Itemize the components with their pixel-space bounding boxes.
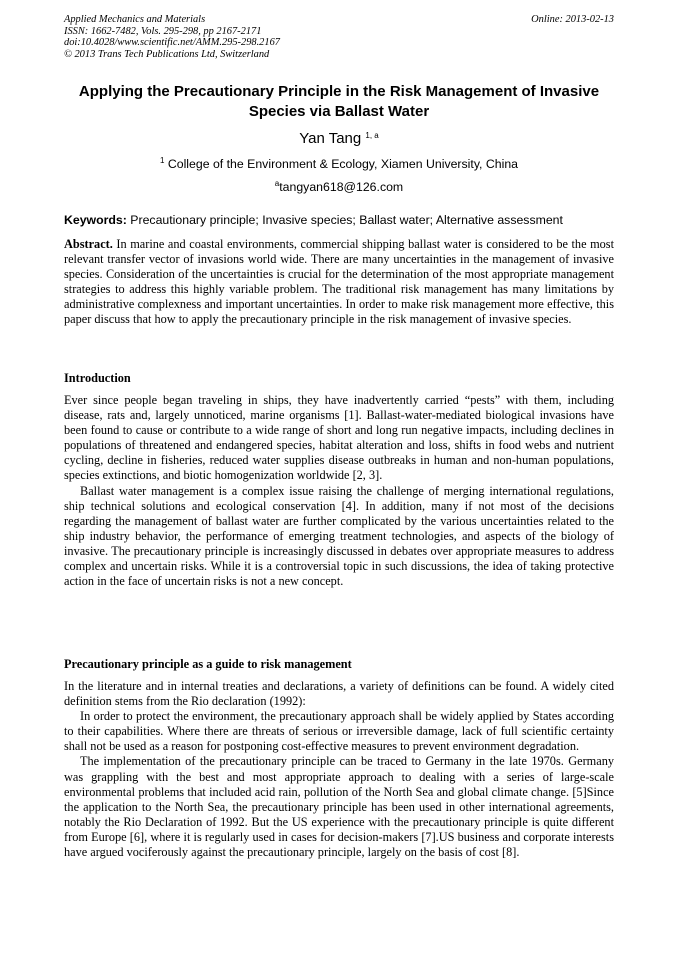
journal-meta (64, 14, 280, 60)
affiliation-text: College of the Environment & Ecology, Xiamen University, China (167, 157, 519, 171)
affiliation-line (0, 157, 678, 171)
paper-title: Applying the Precautionary Principle in the Risk Management of Invasive Species via Ballast Water (78, 83, 600, 120)
section-paragraph-3: The implementation of the precautionary principle can be traced to Germany in the late 1970s. Germany was grappling with the best and most appropriate approach to dealing with a series of large-scale environmental problems that included acid rain, pollution of the North Sea and global climate change. [5]Since the application to the North Sea, the precautionary principle has been used in other international agreements, notably the Rio Declaration of 1992. But the US experience with the precautionary principle is quite different from Europe [6], where it is regularly used in cases for decision-makers [7].US business and corporate interests have argued vociferously against the precautionary principle, largely on the basis of cost [8]. (64, 754, 614, 860)
keywords-text: Precautionary principle; Invasive species; Ballast water; Alternative assessment (130, 213, 563, 227)
copyright-line: © 2013 Trans Tech Publications Ltd, Switzerland (64, 48, 270, 60)
doi-line[interactable]: doi:10.4028/www.scientific.net/AMM.295-298.2167 (64, 37, 280, 49)
email-line (0, 180, 678, 194)
abstract-label: Abstract. (64, 237, 113, 251)
affiliation-mark: 1 (159, 156, 165, 165)
introduction-heading: Introduction (64, 371, 131, 385)
issn-line: ISSN: 1662-7482, Vols. 295-298, pp 2167-2171 (64, 25, 262, 37)
section-paragraph-1: In the literature and in internal treaties and declarations, a variety of definitions can be found. A widely cited definition stems from the Rio declaration (1992): (64, 679, 614, 709)
email-address[interactable]: tangyan618@126.com (279, 180, 404, 194)
introduction-paragraph-2: Ballast water management is a complex issue raising the challenge of merging international regulations, ship technical solutions and ecological conservation [4]. In addition, many if not most of the decisions regarding the management of ballast water are further complicated by the various uncertainties related to the ship industry behavior, the performance of emerging treatment technologies, and aspects of the biology of invasive. The precautionary principle is increasingly discussed in debates over appropriate measures to address complex and uncertain risks. While it is a controversial topic in such discussions, the idea of taking protective action in the face of uncertain risks is not a new concept. (64, 483, 614, 589)
section-heading-precautionary: Precautionary principle as a guide to risk management (64, 657, 352, 671)
journal-name: Applied Mechanics and Materials (64, 14, 206, 25)
abstract-block (64, 237, 614, 328)
keywords-label: Keywords: (64, 213, 127, 227)
keywords-line (64, 213, 616, 227)
online-date: Online: 2013-02-13 (531, 14, 614, 25)
introduction-body (64, 393, 614, 589)
section-body-precautionary (64, 679, 614, 860)
author-marks: 1, a (365, 131, 379, 140)
introduction-paragraph-1: Ever since people began traveling in ships, they have inadvertently carried “pests” with them, including disease, rats and, largely unnoticed, marine organisms [1]. Ballast-water-mediated biological invasions have been found to cause or contribute to a wide range of short and long run negative impacts, including declines in populations of threatened and endangered species, habitat alteration and loss, shifts in food webs and nutrient cycling, decline in fisheries, reduced water supplies disease outbreaks in human and non-human populations, species extinctions, and biotic homogenization worldwide [2, 3]. (64, 393, 614, 483)
section-paragraph-2: In order to protect the environment, the precautionary approach shall be widely applied by States according to their capabilities. Where there are threats of serious or irreversible damage, lack of full scientific certainty shall not be used as a reason for postponing cost-effective measures to prevent environment degradation. (64, 709, 614, 754)
abstract-text: In marine and coastal environments, commercial shipping ballast water is considered to be the most relevant transfer vector of invasions world wide. There are many uncertainties in the management of invasive species. Consideration of the uncertainties is crucial for the determination of the most appropriate management strategies to address this highly variable problem. The traditional risk management has many limitations by administrative complexness and important uncertainties. In order to make risk management more effective, this paper discuss that how to apply the precautionary principle in the risk management of invasive species. (64, 237, 615, 327)
author-name: Yan Tang (299, 130, 362, 147)
email-mark: a (274, 179, 280, 188)
author-line (0, 130, 678, 147)
